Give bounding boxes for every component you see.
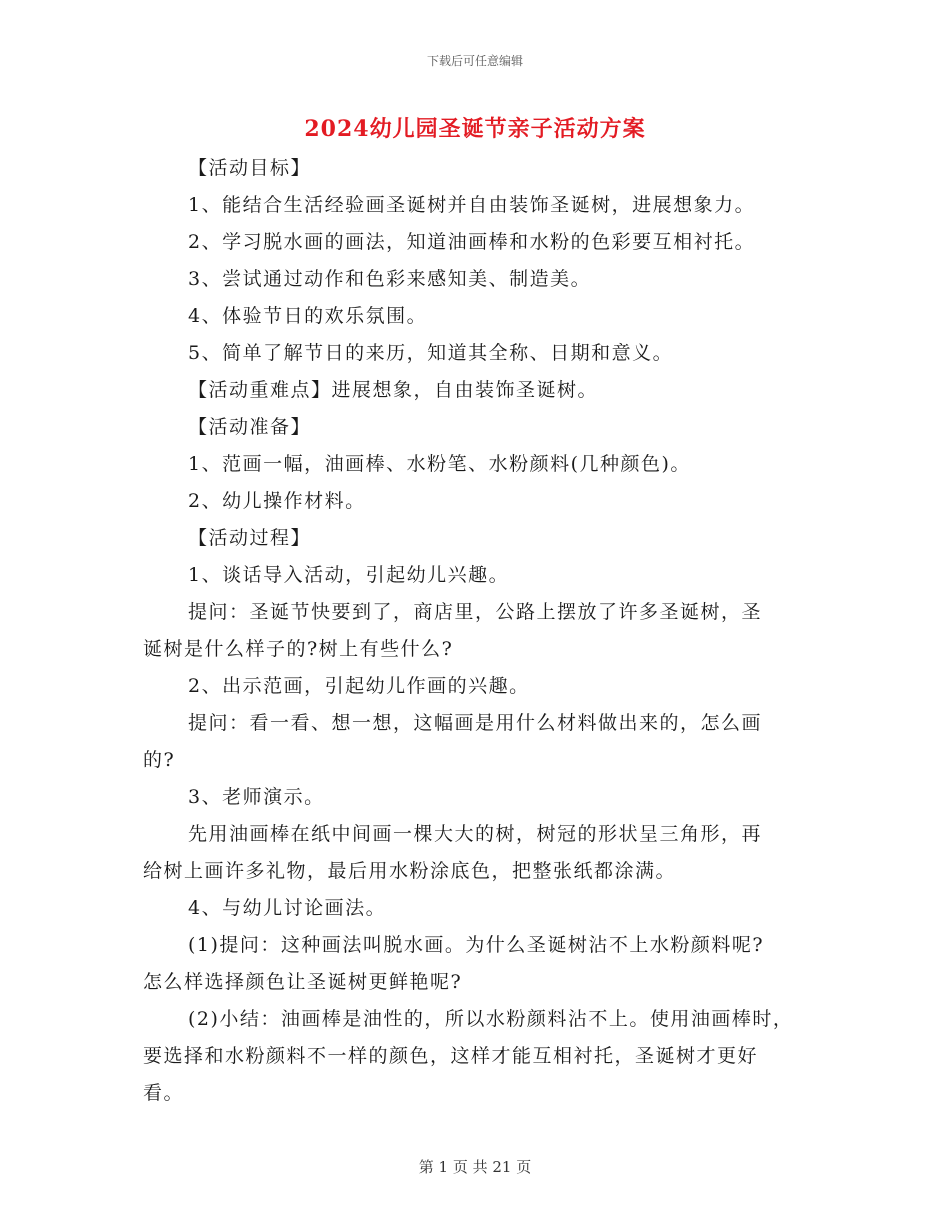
body-line: 先用油画棒在纸中间画一棵大大的树，树冠的形状呈三角形，再 bbox=[188, 823, 763, 845]
body-line: 2、幼儿操作材料。 bbox=[188, 490, 366, 512]
body-line: 【活动过程】 bbox=[188, 527, 312, 549]
body-line: 给树上画许多礼物，最后用水粉涂底色，把整张纸都涂满。 bbox=[143, 860, 677, 882]
body-line: 【活动目标】 bbox=[188, 157, 312, 179]
body-line: 2、出示范画，引起幼儿作画的兴趣。 bbox=[188, 675, 530, 697]
document-body bbox=[143, 150, 803, 1112]
page-footer: 第 1 页 共 21 页 bbox=[418, 1158, 532, 1176]
body-line: (1)提问：这种画法叫脱水画。为什么圣诞树沾不上水粉颜料呢? bbox=[188, 934, 765, 956]
body-line: 怎么样选择颜色让圣诞树更鲜艳呢? bbox=[143, 971, 463, 993]
body-line: 诞树是什么样子的?树上有些什么? bbox=[143, 638, 454, 660]
body-line: 的? bbox=[143, 749, 176, 771]
body-line: 要选择和水粉颜料不一样的颜色，这样才能互相衬托，圣诞树才更好 bbox=[143, 1045, 759, 1067]
body-line: 3、尝试通过动作和色彩来感知美、制造美。 bbox=[188, 268, 592, 290]
body-line: 【活动准备】 bbox=[188, 416, 312, 438]
page-header: 下载后可任意编辑 bbox=[426, 54, 523, 68]
body-line: 看。 bbox=[143, 1082, 185, 1104]
body-line: 2、学习脱水画的画法，知道油画棒和水粉的色彩要互相衬托。 bbox=[188, 231, 756, 253]
body-line: 4、体验节日的欢乐氛围。 bbox=[188, 305, 428, 327]
body-line: 1、范画一幅，油画棒、水粉笔、水粉颜料(几种颜色)。 bbox=[188, 453, 691, 475]
body-line: 4、与幼儿讨论画法。 bbox=[188, 897, 387, 919]
body-line: 提问：圣诞节快要到了，商店里，公路上摆放了许多圣诞树，圣 bbox=[188, 601, 763, 623]
body-line: 【活动重难点】进展想象，自由装饰圣诞树。 bbox=[188, 379, 599, 401]
body-line: 1、能结合生活经验画圣诞树并自由装饰圣诞树，进展想象力。 bbox=[188, 194, 756, 216]
body-line: 5、简单了解节日的来历，知道其全称、日期和意义。 bbox=[188, 342, 674, 364]
body-line: 提问：看一看、想一想，这幅画是用什么材料做出来的，怎么画 bbox=[188, 712, 763, 734]
body-line: (2)小结：油画棒是油性的，所以水粉颜料沾不上。使用油画棒时， bbox=[188, 1008, 794, 1030]
body-line: 3、老师演示。 bbox=[188, 786, 325, 808]
body-line: 1、谈话导入活动，引起幼儿兴趣。 bbox=[188, 564, 510, 586]
document-title: 2024幼儿园圣诞节亲子活动方案 bbox=[304, 116, 646, 142]
